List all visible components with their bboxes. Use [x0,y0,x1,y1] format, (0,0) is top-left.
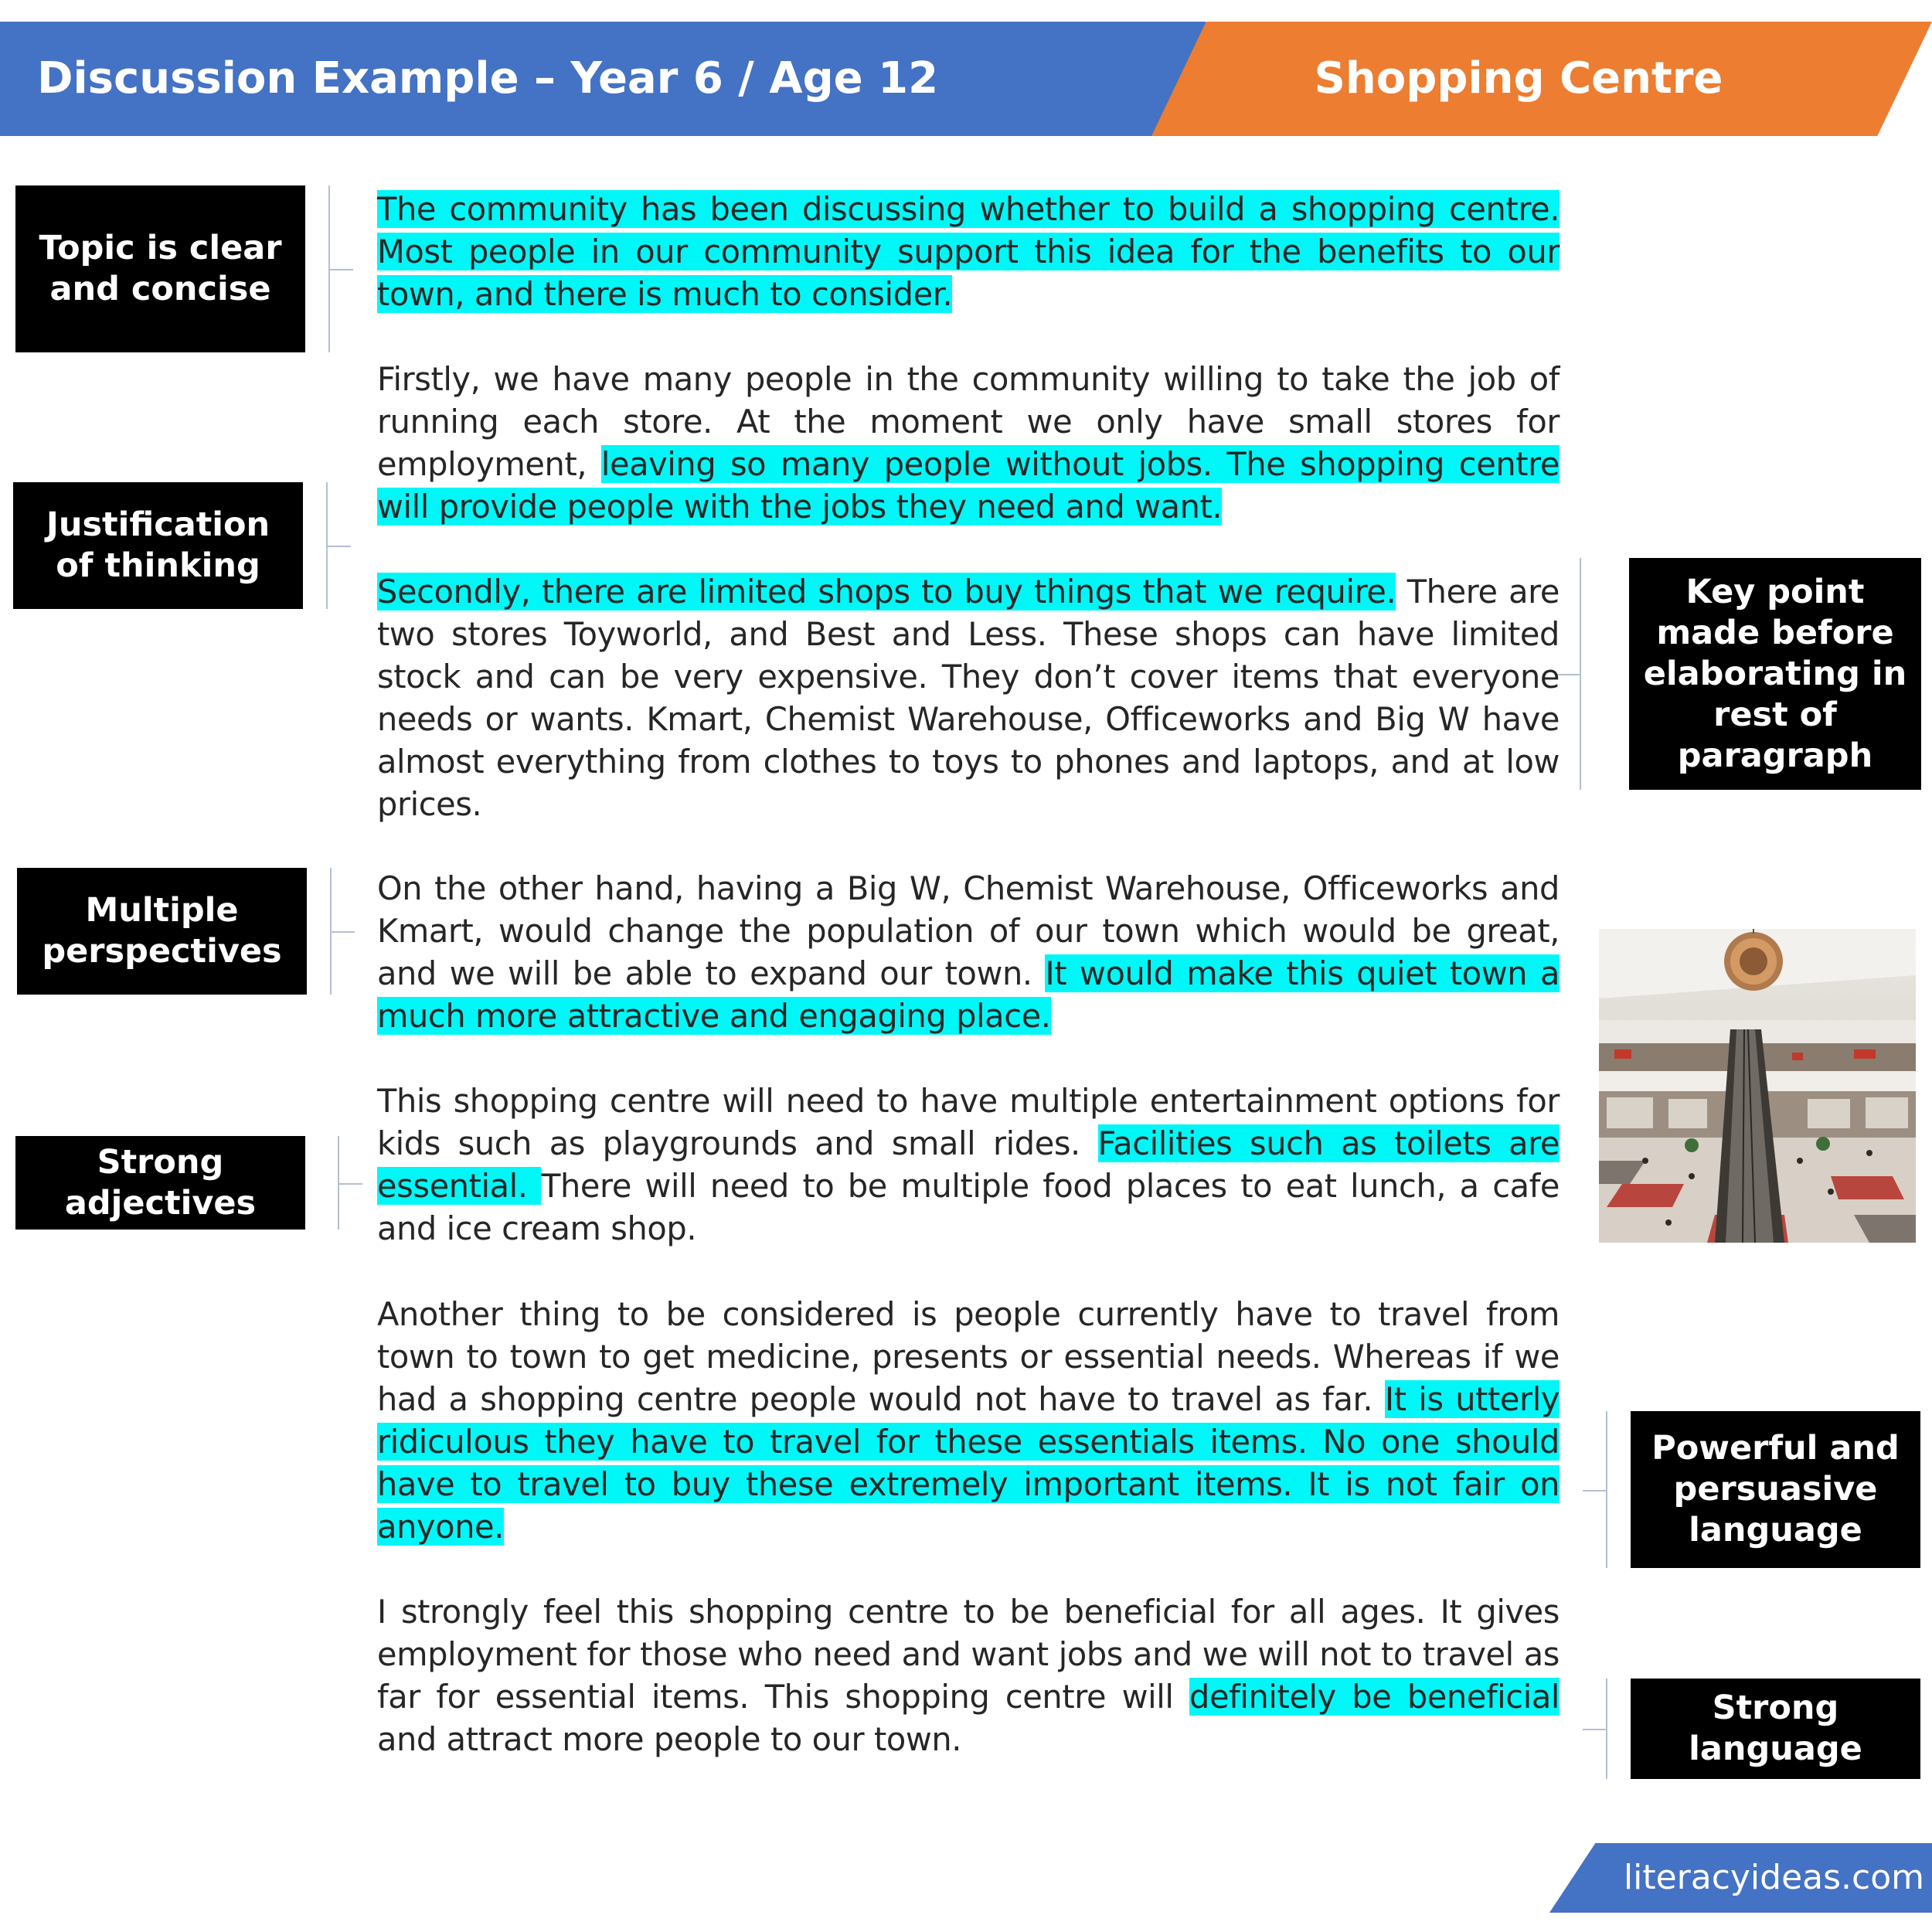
mall-interior-illustration [1599,929,1916,1243]
text: and attract more people to our town. [377,1720,962,1758]
paragraph-secondly [377,570,1560,825]
paragraph-travel [377,1293,1560,1548]
text: Another thing to be considered is people currently have to travel from town to town to get medicine, presents or essential needs. Whereas if we had a shopping centre people would not have to travel as far. [377,1295,1560,1418]
footer-site-link[interactable]: literacyideas.com [1623,1858,1924,1897]
bracket-key-point [1580,558,1581,790]
bracket-multiple-perspectives [330,868,332,995]
highlight: It is utterly ridiculous they have to travel for these essentials items. No one should have to travel to buy these extremely important items. It is not fair on anyone. [377,1380,1560,1546]
bracket-strong-language [1606,1679,1607,1779]
bracket-topic-clear [328,185,330,352]
highlight: definitely be beneficial [1189,1678,1560,1716]
bracket-justification [326,482,328,609]
paragraph-intro [377,188,1560,315]
paragraph-firstly [377,358,1560,528]
bracket-powerful-language [1606,1411,1607,1568]
text: Firstly, we have many people in the community willing to take the job of running each store. At the moment we only have small stores for employment, [377,360,1560,483]
text: This shopping centre will need to have multiple entertainment options for kids such as playgrounds and small rides. [377,1082,1560,1162]
highlight: Facilities such as toilets are essential. [377,1124,1560,1205]
label-powerful-language: Powerful and persuasive language [1631,1411,1920,1568]
label-justification: Justification of thinking [13,482,303,609]
text: On the other hand, having a Big W, Chemist Warehouse, Officeworks and Kmart, would change the population of our town which would be great, and we will be able to expand our town. [377,869,1560,992]
paragraph-conclusion [377,1590,1560,1760]
shopping-centre-photo [1599,929,1916,1243]
label-strong-adjectives: Strong adjectives [15,1136,305,1230]
page-title: Discussion Example – Year 6 / Age 12 [37,53,939,104]
text: There are two stores Toyworld, and Best and Less. These shops can have limited stock and can be very expensive. They don’t cover items that everyone needs or wants. Kmart, Chemist Warehouse, Officeworks and Big W have almost everything from clothes to toys to phones and laptops, and at low prices. [377,573,1560,823]
highlight: It would make this quiet town a much more attractive and engaging place. [377,954,1560,1035]
highlight: leaving so many people without jobs. The shopping centre will provide people with the jobs they need and want. [377,445,1560,526]
bracket-strong-adjectives [338,1136,339,1230]
paragraph-entertainment [377,1080,1560,1250]
label-strong-language: Strong language [1631,1679,1920,1779]
label-multiple-perspectives: Multiple perspectives [17,868,307,995]
highlight: Secondly, there are limited shops to buy things that we require. [377,573,1396,611]
label-key-point: Key point made before elaborating in rest of paragraph [1629,558,1921,790]
paragraph-other-hand [377,867,1560,1037]
text: I strongly feel this shopping centre to be beneficial for all ages. It gives employment for those who need and want jobs and we will not to travel as far for essential items. This shopping centre will [377,1593,1560,1716]
text: There will need to be multiple food places to eat lunch, a cafe and ice cream shop. [377,1167,1560,1247]
topic-title: Shopping Centre [1314,53,1723,104]
label-topic-clear: Topic is clear and concise [15,185,305,352]
highlight: The community has been discussing whether to build a shopping centre. Most people in our community support this idea for the benefits to our town, and there is much to consider. [377,190,1560,313]
